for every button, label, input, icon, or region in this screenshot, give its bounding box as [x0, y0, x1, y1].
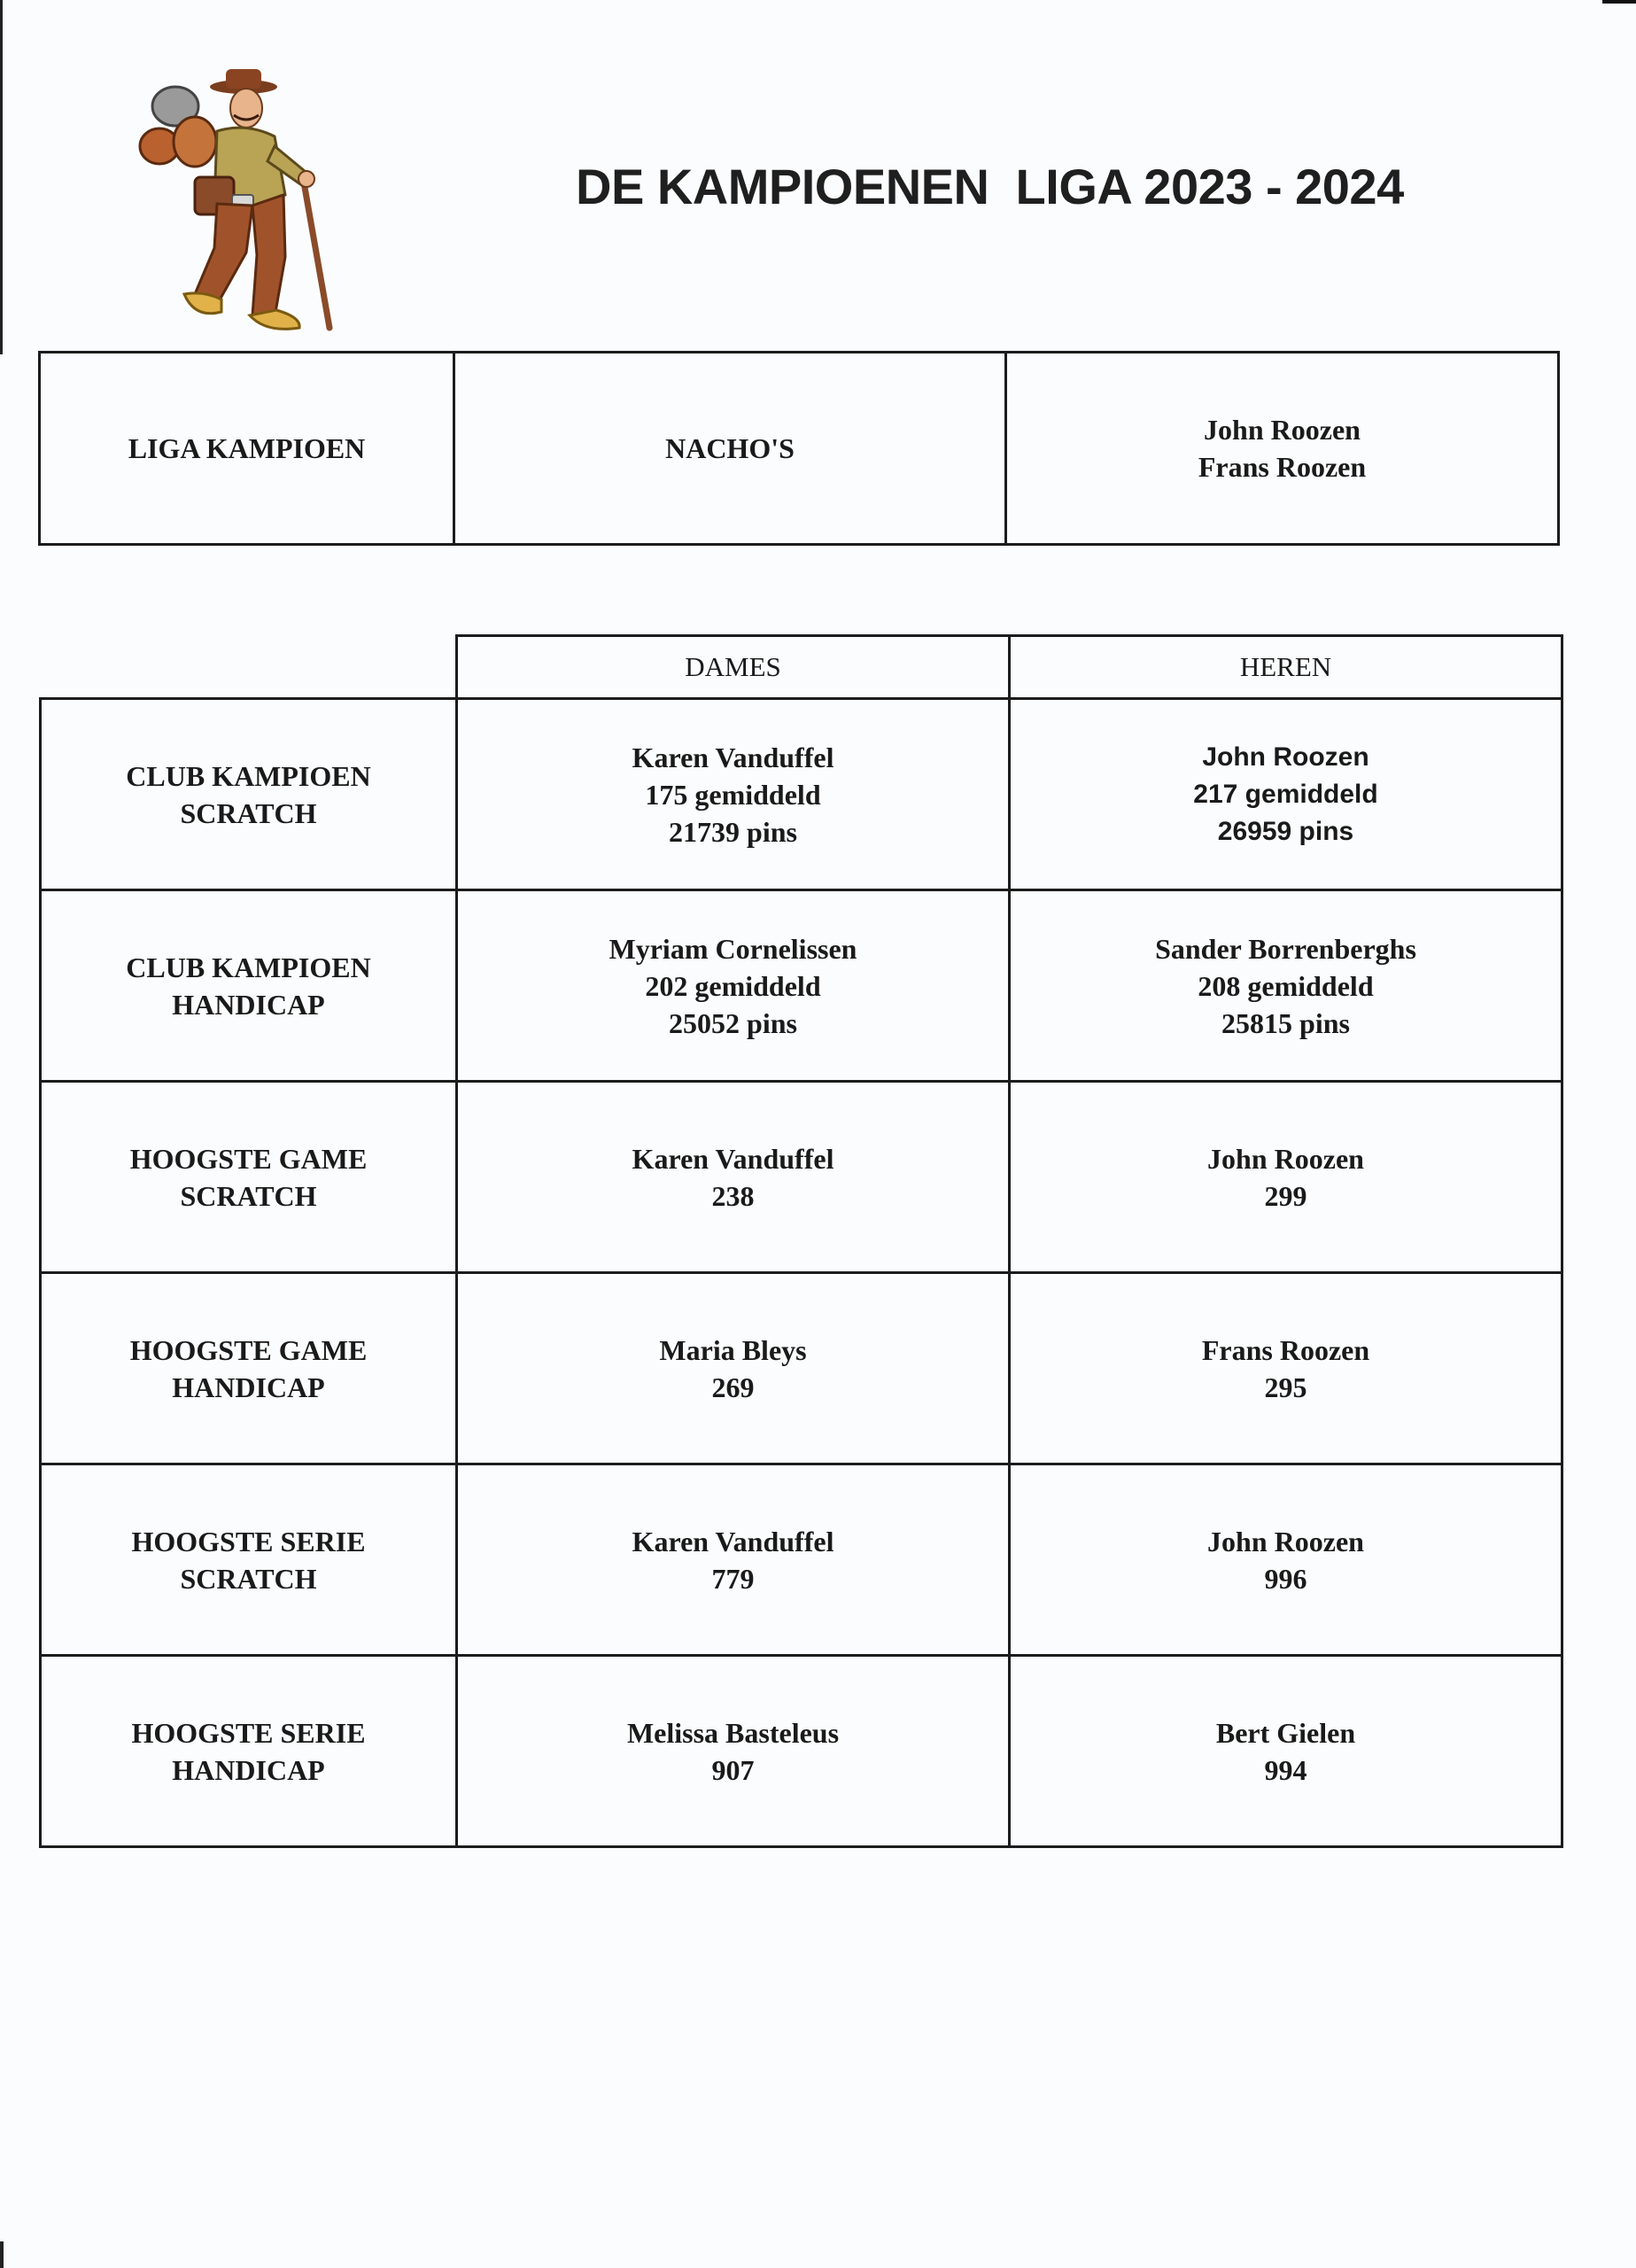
- winner-pins: 25815 pins: [1221, 1006, 1350, 1039]
- winner-name: Maria Bleys: [659, 1333, 807, 1366]
- winner-name: John Roozen: [1207, 1142, 1364, 1175]
- winner-score: 238: [711, 1179, 755, 1212]
- winner-score: 996: [1264, 1562, 1307, 1595]
- winner-name: Melissa Basteleus: [626, 1716, 840, 1749]
- category-line: HOOGSTE SERIE: [131, 1525, 366, 1557]
- awards-table: [39, 634, 1563, 1848]
- category-label: [41, 1273, 457, 1464]
- winner-score: 779: [711, 1562, 755, 1595]
- empty-header-cell: [41, 636, 457, 699]
- winner-score: 994: [1264, 1753, 1307, 1786]
- player-name: John Roozen: [1204, 414, 1361, 446]
- heren-winner: [1010, 1656, 1562, 1847]
- table-row: [41, 1656, 1562, 1847]
- winner-name: Karen Vanduffel: [632, 1142, 834, 1175]
- category-label: [41, 1082, 457, 1273]
- dames-winner: [457, 890, 1010, 1082]
- liga-champion-table: [38, 351, 1560, 546]
- liga-label: LIGA KAMPIOEN: [40, 353, 454, 545]
- liga-team: NACHO'S: [454, 353, 1006, 545]
- category-line: HANDICAP: [172, 1753, 325, 1786]
- winner-average: 208 gemiddeld: [1198, 969, 1374, 1002]
- winner-name: Bert Gielen: [1215, 1716, 1356, 1749]
- dames-winner: [457, 1082, 1010, 1273]
- table-row: [41, 1082, 1562, 1273]
- table-row: [40, 353, 1559, 545]
- category-line: CLUB KAMPIOEN: [126, 951, 371, 983]
- dames-winner: [457, 1656, 1010, 1847]
- column-header-heren: HEREN: [1010, 636, 1562, 699]
- winner-name: Sander Borrenberghs: [1155, 932, 1416, 965]
- table-row: [41, 890, 1562, 1082]
- category-line: HOOGSTE GAME: [129, 1142, 368, 1175]
- winner-average: 217 gemiddeld: [1193, 779, 1378, 809]
- category-line: HOOGSTE GAME: [129, 1333, 368, 1366]
- page-title: DE KAMPIOENEN LIGA 2023 - 2024: [576, 159, 1404, 214]
- winner-score: 907: [711, 1753, 755, 1786]
- category-label: [41, 1464, 457, 1656]
- table-row: [41, 1273, 1562, 1464]
- winner-pins: 26959 pins: [1217, 816, 1354, 846]
- heren-winner: [1010, 699, 1562, 890]
- category-line: SCRATCH: [180, 796, 317, 829]
- traveler-mascot-icon: [133, 62, 345, 346]
- dames-winner: [457, 1464, 1010, 1656]
- liga-players: [1006, 353, 1559, 545]
- winner-score: 295: [1264, 1371, 1307, 1403]
- heren-winner: [1010, 1273, 1562, 1464]
- winner-name: Karen Vanduffel: [632, 741, 834, 773]
- winner-name: Frans Roozen: [1201, 1333, 1370, 1366]
- dames-winner: [457, 1273, 1010, 1464]
- winner-average: 202 gemiddeld: [645, 969, 821, 1002]
- category-line: CLUB KAMPIOEN: [126, 759, 371, 792]
- table-header-row: [41, 636, 1562, 699]
- table-row: [41, 1464, 1562, 1656]
- player-name: Frans Roozen: [1198, 451, 1367, 483]
- category-label: [41, 890, 457, 1082]
- heren-winner: [1010, 890, 1562, 1082]
- winner-average: 175 gemiddeld: [645, 778, 821, 811]
- category-line: HANDICAP: [172, 1371, 325, 1403]
- scan-edge-mark: [0, 2241, 4, 2268]
- winner-pins: 25052 pins: [669, 1006, 797, 1039]
- category-line: SCRATCH: [180, 1179, 317, 1212]
- winner-name: Karen Vanduffel: [632, 1525, 834, 1557]
- winner-score: 299: [1264, 1179, 1307, 1212]
- dames-winner: [457, 699, 1010, 890]
- category-label: [41, 699, 457, 890]
- category-line: SCRATCH: [180, 1562, 317, 1595]
- winner-name: John Roozen: [1202, 742, 1369, 772]
- scan-edge-mark: [0, 0, 3, 354]
- category-label: [41, 1656, 457, 1847]
- winner-score: 269: [711, 1371, 755, 1403]
- column-header-dames: DAMES: [457, 636, 1010, 699]
- scan-edge-mark: [1602, 0, 1636, 4]
- winner-name: John Roozen: [1207, 1525, 1364, 1557]
- category-line: HOOGSTE SERIE: [131, 1716, 366, 1749]
- winner-name: Myriam Cornelissen: [609, 932, 857, 965]
- heren-winner: [1010, 1464, 1562, 1656]
- heren-winner: [1010, 1082, 1562, 1273]
- table-row: [41, 699, 1562, 890]
- category-line: HANDICAP: [172, 988, 325, 1021]
- winner-pins: 21739 pins: [669, 815, 797, 848]
